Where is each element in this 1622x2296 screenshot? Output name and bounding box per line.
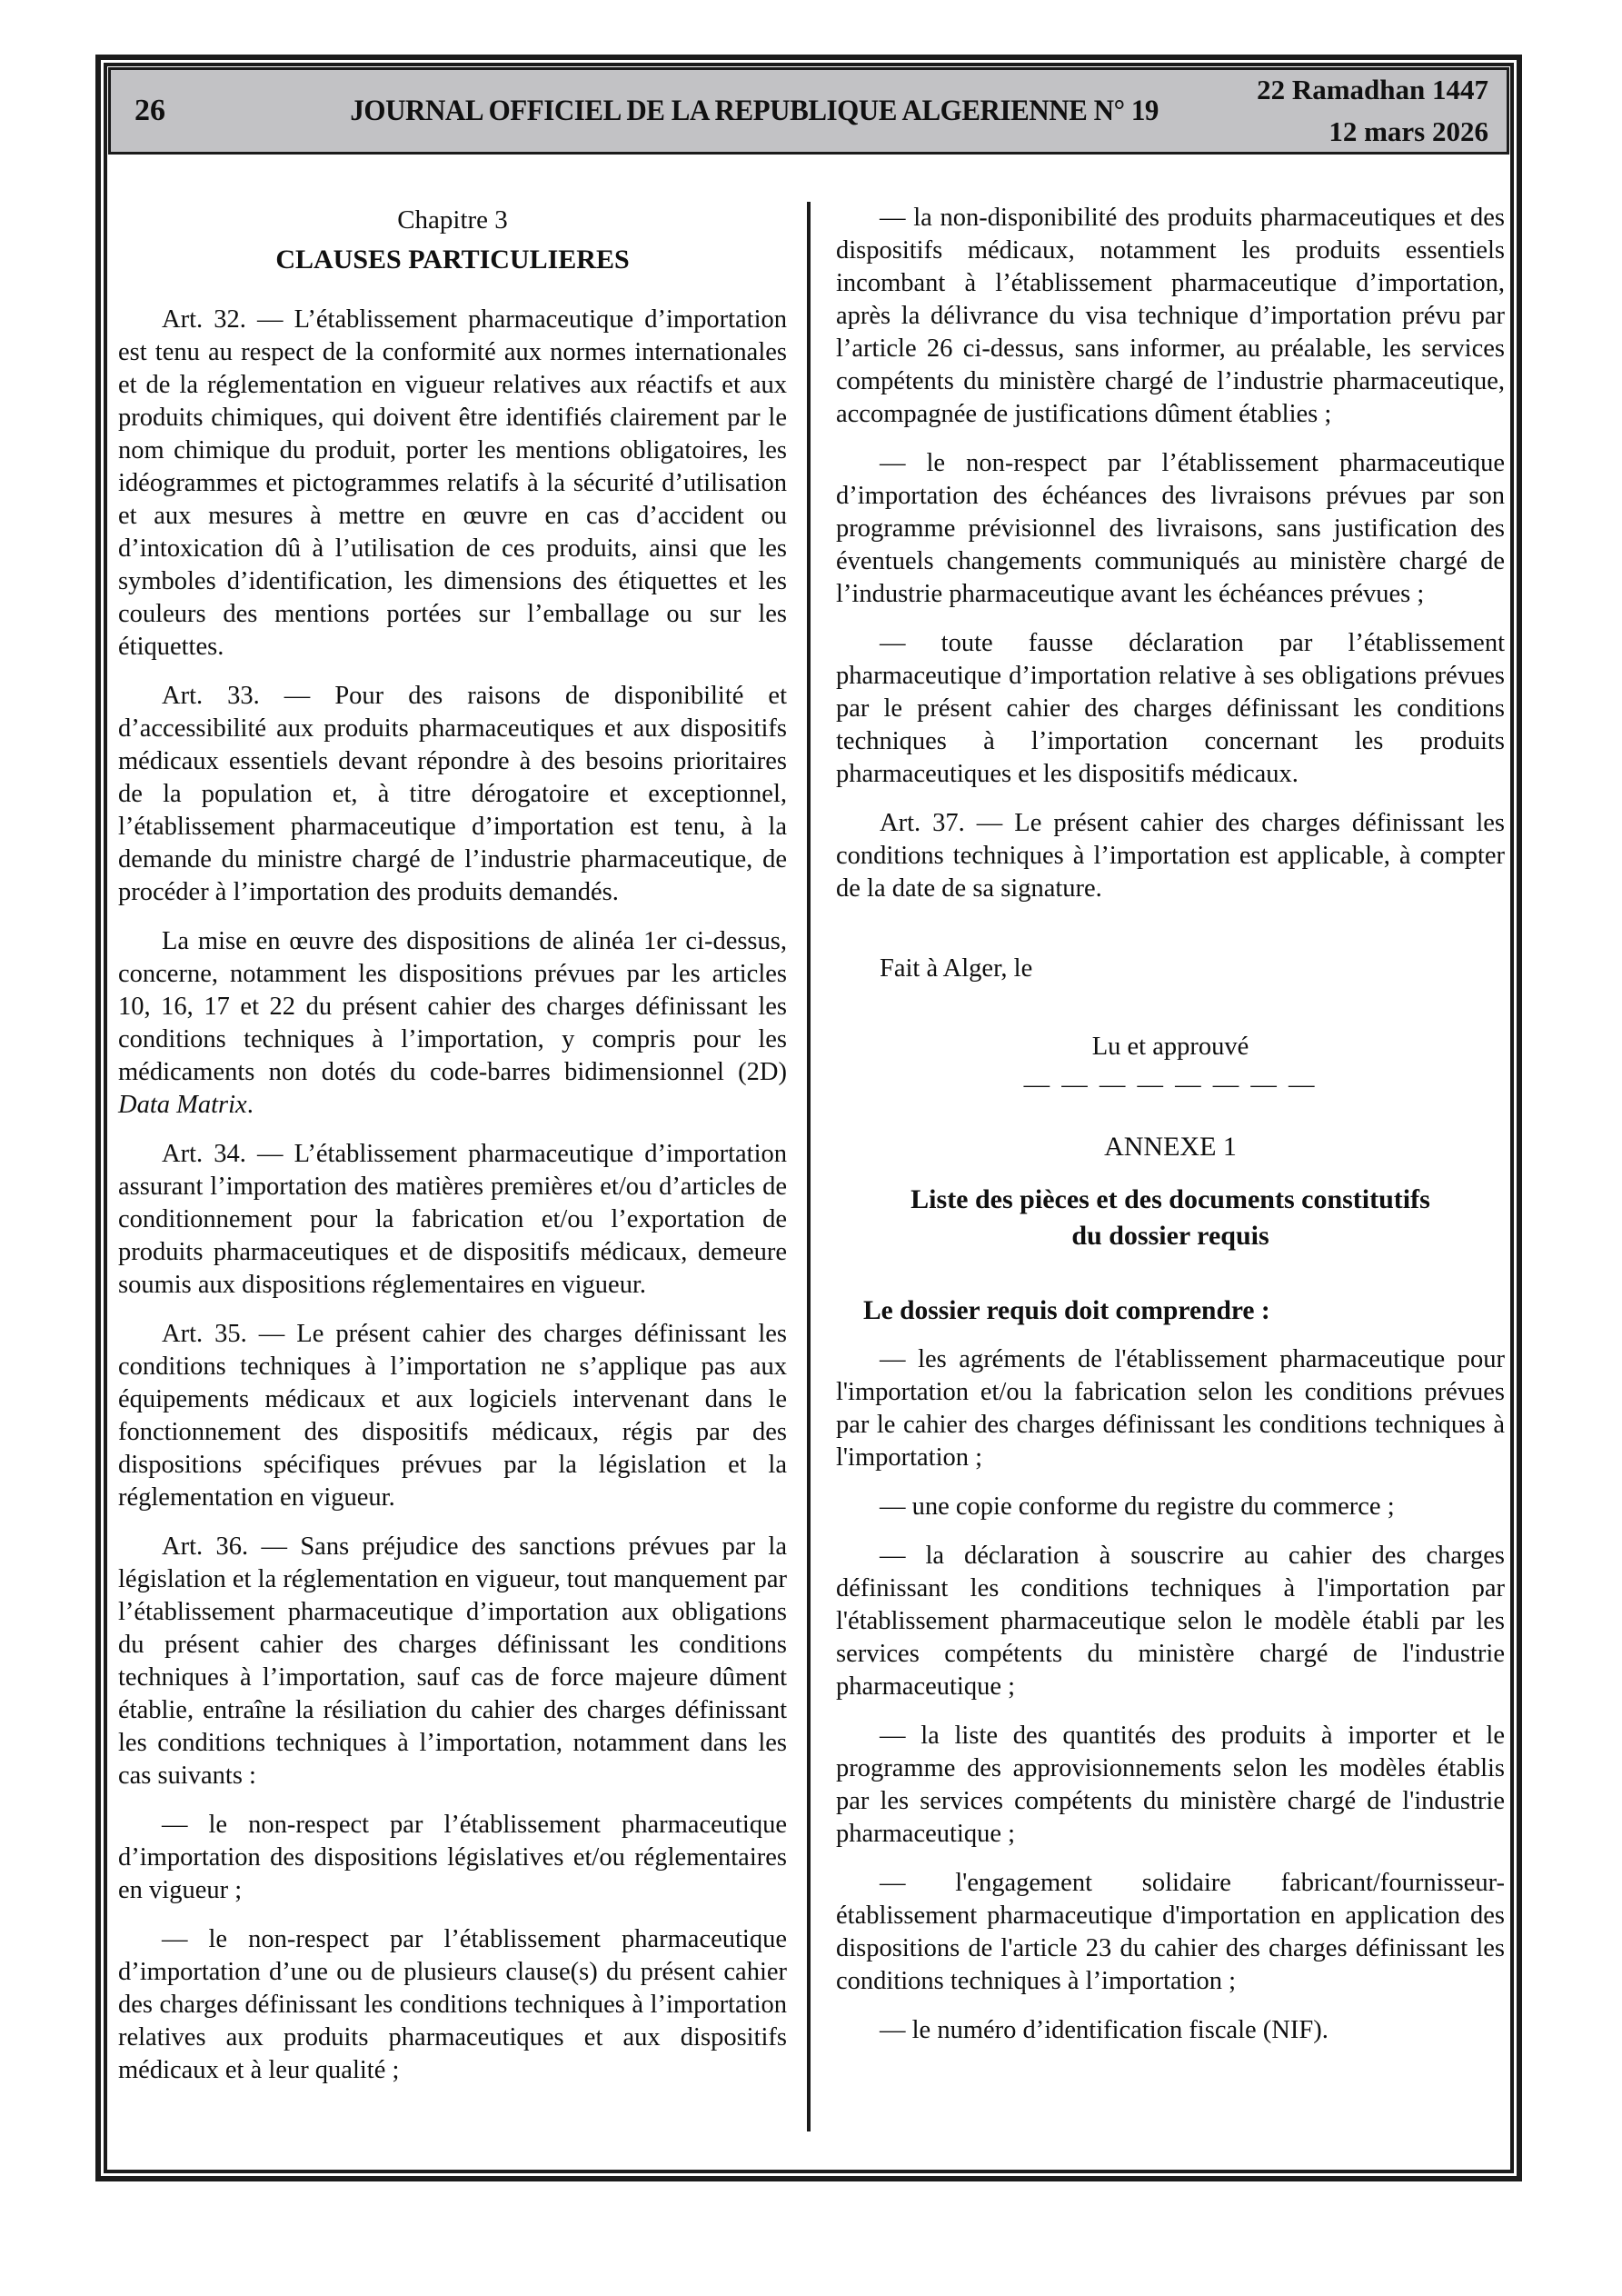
list-item: — le non-respect par l’établissement pharmaceutique d’importation d’une ou de plusieurs clause(s) du présent cahier des charges définissant les conditions techniques à l’importation relatives aux produits pharmaceutiques et aux dispositifs médicaux et à leur qualité ; <box>118 1925 787 2084</box>
chapter-label: Chapitre 3 <box>397 205 508 235</box>
paragraph-art-33: Art. 33. — Pour des raisons de disponibilité et d’accessibilité aux produits pharmaceutiques et aux dispositifs médicaux essentiels devant répondre à des besoins prioritaires de la population et, à titre dérogatoire et exceptionnel, l’établissement pharmaceutique d’importation est tenu, à la demande du ministre chargé de l’industrie pharmaceutique, de procéder à l’importation des produits demandés. <box>118 682 787 906</box>
paragraph-art-37: Art. 37. — Le présent cahier des charges définissant les conditions techniques à l’importation est applicable, à compter de la date de sa signature. <box>836 809 1505 903</box>
list-item: — toute fausse déclaration par l’établissement pharmaceutique d’importation relative à ses obligations prévues par le présent cahier des charges définissant les conditions techniques à l’importation concernant les produits pharmaceutiques et les dispositifs médicaux. <box>836 629 1505 788</box>
paragraph-mise-text: La mise en œuvre des dispositions de alinéa 1er ci-dessus, concerne, notamment les dispositions prévues par les articles 10, 16, 17 et 22 du présent cahier des charges définissant les conditions techniques à l’importation, y compris pour les médicaments non dotés du code-barres bidimensionnel (2D) <box>118 927 787 1086</box>
left-column <box>118 202 787 2087</box>
list-item: — la liste des quantités des produits à importer et le programme des approvisionnements selon les modèles établis par les services compétents du ministère chargé de l'industrie pharmaceutique ; <box>836 1722 1505 1848</box>
page-number: 26 <box>134 94 165 127</box>
paragraph-mise-en-oeuvre <box>118 925 787 1122</box>
journal-masthead <box>108 67 1509 155</box>
chapter-title: CLAUSES PARTICULIERES <box>275 245 630 275</box>
approval-line: Lu et approuvé <box>1091 1033 1249 1061</box>
page-frame <box>95 55 1522 2181</box>
annexe-title <box>836 1182 1505 1254</box>
journal-title-text: JOURNAL OFFICIEL DE LA REPUBLIQUE ALGERIENNE N° 19 <box>350 94 1159 127</box>
list-item: — l'engagement solidaire fabricant/fournisseur-établissement pharmaceutique d'importation en application des dispositions de l'article 23 du cahier des charges définissant les conditions techniques à l’importation ; <box>836 1869 1505 1995</box>
annexe-title-line1: Liste des pièces et des documents constitutifs <box>911 1184 1430 1214</box>
annexe-label: ANNEXE 1 <box>1104 1132 1237 1162</box>
list-item: — le numéro d’identification fiscale (NIF). <box>880 2016 1328 2044</box>
column-divider <box>807 202 811 2131</box>
date-gregorian: 12 mars 2026 <box>1328 115 1488 147</box>
paragraph-art-35: Art. 35. — Le présent cahier des charges définissant les conditions techniques à l’importation ne s’applique pas aux équipements médicaux et aux logiciels intervenant dans le fonctionnement des dispositifs médicaux, régis par des dispositions spécifiques prévues par la législation et la réglementation en vigueur. <box>118 1320 787 1512</box>
list-item: — les agréments de l'établissement pharmaceutique pour l'importation et/ou la fabrication selon les conditions prévues par le cahier des charges définissant les conditions techniques à l'importation ; <box>836 1345 1505 1472</box>
list-item: — une copie conforme du registre du commerce ; <box>880 1492 1395 1521</box>
page-frame-inner <box>104 63 1514 2173</box>
annexe-title-line2: du dossier requis <box>1071 1221 1269 1251</box>
paragraph-art-36: Art. 36. — Sans préjudice des sanctions prévues par la législation et la réglementation en vigueur, tout manquement par l’établissement pharmaceutique d’importation aux obligations du présent cahier des charges définissant les conditions techniques à l’importation, sauf cas de force majeure dûment établie, entraîne la résiliation du cahier des charges définissant les conditions techniques à l’importation, notamment dans les cas suivants : <box>118 1532 787 1790</box>
date-hijri: 22 Ramadhan 1447 <box>1257 74 1488 105</box>
list-item: — la non-disponibilité des produits pharmaceutiques et des dispositifs médicaux, notamment les produits essentiels incombant à l’établissement pharmaceutique d’importation, après la délivrance du visa technique d’importation prévu par l’article 26 ci-dessus, sans informer, au préalable, les services compétents du ministère chargé de l’industrie pharmaceutique, accompagnée de justifications dûment établies ; <box>836 204 1505 428</box>
signature-place-line: Fait à Alger, le <box>880 954 1033 983</box>
data-matrix-term: Data Matrix <box>118 1091 247 1119</box>
dash-separator: — — — — — — — — <box>1023 1071 1318 1099</box>
paragraph-art-32: Art. 32. — L’établissement pharmaceutique d’importation est tenu au respect de la conformité aux normes internationales et de la réglementation en vigueur relatives aux réactifs et aux produits chimiques, qui doivent être identifiés clairement par le nom chimique du produit, porter les mentions obligatoires, les idéogrammes et pictogrammes relatifs à la sécurité d’utilisation et aux mesures à mettre en œuvre en cas d’accident ou d’intoxication dû à l’utilisation de ces produits, ainsi que les symboles d’identification, les dimensions des étiquettes et les couleurs des mentions portées sur l’emballage ou sur les étiquettes. <box>118 305 787 661</box>
paragraph-mise-period: . <box>246 1091 254 1119</box>
list-item: — la déclaration à souscrire au cahier des charges définissant les conditions techniques à l'importation par l'établissement pharmaceutique selon le modèle établi par les services compétents du ministère chargé de l'industrie pharmaceutique ; <box>836 1542 1505 1701</box>
journal-title <box>253 95 1257 128</box>
list-item: — le non-respect par l’établissement pharmaceutique d’importation des dispositions législatives et/ou réglementaires en vigueur ; <box>118 1811 787 1904</box>
issue-dates <box>1257 69 1488 153</box>
paragraph-art-34: Art. 34. — L’établissement pharmaceutique d’importation assurant l’importation des matières premières et/ou d’articles de conditionnement pour la fabrication et/ou l’exportation de produits pharmaceutiques et de dispositifs médicaux, demeure soumis aux dispositions réglementaires en vigueur. <box>118 1140 787 1299</box>
list-item: — le non-respect par l’établissement pharmaceutique d’importation des échéances des livraisons prévues par son programme prévisionnel des livraisons, sans justification des éventuels changements communiqués au ministère chargé de l’industrie pharmaceutique avant les échéances prévues ; <box>836 449 1505 608</box>
right-column <box>836 202 1505 2047</box>
dossier-lead: Le dossier requis doit comprendre : <box>863 1296 1270 1325</box>
